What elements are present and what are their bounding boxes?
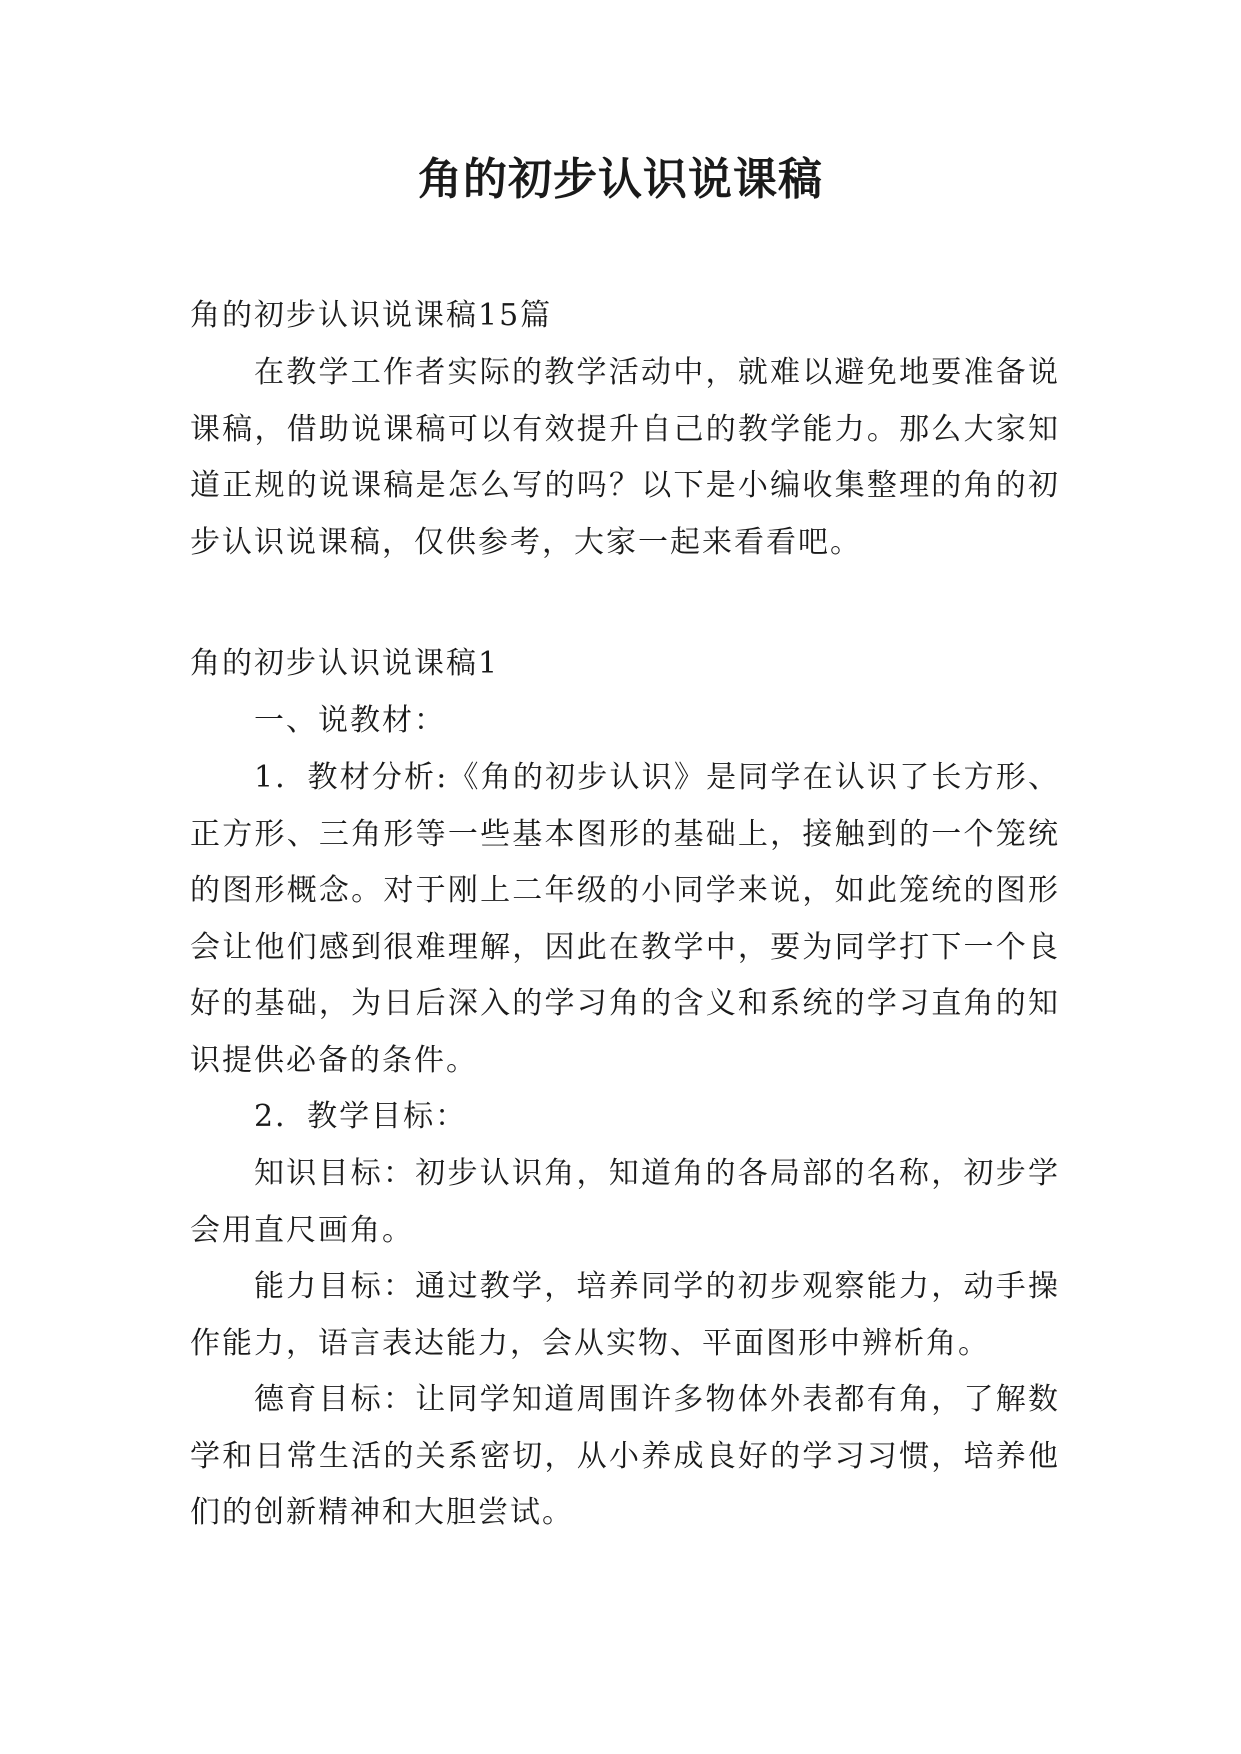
document-subtitle: 角的初步认识说课稿15篇 bbox=[190, 298, 553, 333]
section-heading: 角的初步认识说课稿1 bbox=[190, 646, 500, 681]
moral-goal-paragraph: 德育目标：让同学知道周围许多物体外表都有角，了解数学和日常生活的关系密切，从小养成良好的学习习惯，培养他们的创新精神和大胆尝试。 bbox=[190, 1382, 1060, 1530]
knowledge-goal-paragraph: 知识目标：初步认识角，知道角的各局部的名称，初步学会用直尺画角。 bbox=[190, 1156, 1060, 1248]
textbook-analysis-paragraph: 1．教材分析:《角的初步认识》是同学在认识了长方形、正方形、三角形等一些基本图形的基础上，接触到的一个笼统的图形概念。对于刚上二年级的小同学来说，如此笼统的图形会让他们感到很难理解，因此在教学中，要为同学打下一个良好的基础，为日后深入的学习角的含义和系统的学习直角的知识提供必备的条件。 bbox=[190, 760, 1060, 1078]
part1-heading: 一、说教材： bbox=[254, 703, 446, 738]
ability-goal-paragraph: 能力目标：通过教学，培养同学的初步观察能力，动手操作能力，语言表达能力，会从实物、平面图形中辨析角。 bbox=[190, 1269, 1060, 1361]
document-title: 角的初步认识说课稿 bbox=[418, 154, 823, 205]
teaching-goals-heading: 2．教学目标： bbox=[254, 1099, 468, 1134]
intro-paragraph: 在教学工作者实际的教学活动中，就难以避免地要准备说课稿，借助说课稿可以有效提升自己的教学能力。那么大家知道正规的说课稿是怎么写的吗？以下是小编收集整理的角的初步认识说课稿，仅供参考，大家一起来看看吧。 bbox=[190, 355, 1060, 560]
